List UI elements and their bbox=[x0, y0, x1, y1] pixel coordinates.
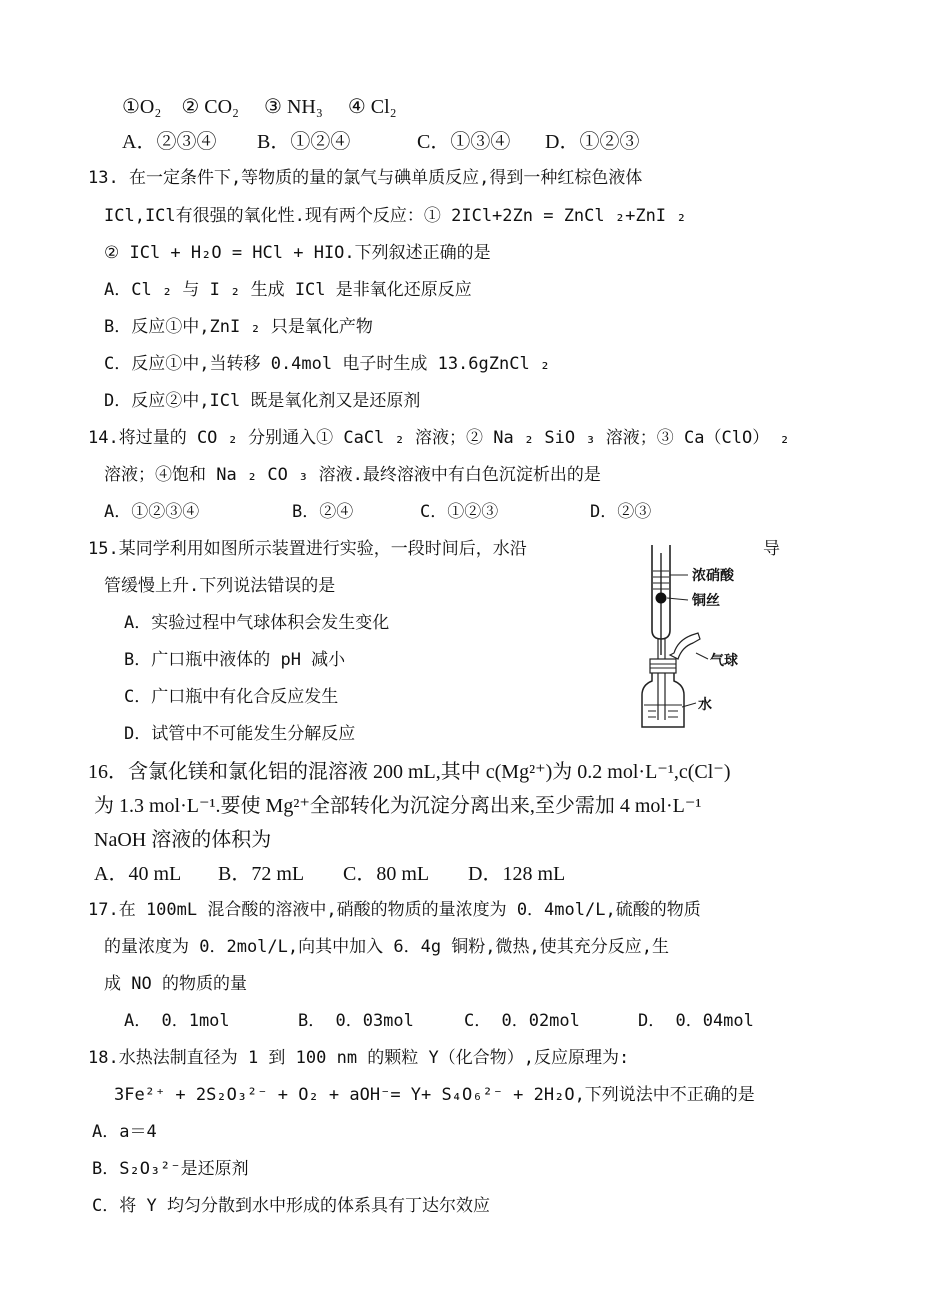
q14-options bbox=[104, 499, 651, 525]
q12-option-b: B．①②④ bbox=[257, 131, 351, 153]
q17-stem-line3: 成 NO 的物质的量 bbox=[104, 974, 247, 994]
balloon bbox=[670, 633, 700, 659]
q15-option-c: C．广口瓶中有化合反应发生 bbox=[124, 687, 339, 707]
q12-options bbox=[122, 129, 639, 155]
q14-stem-line1: 14.将过量的 CO ₂ 分别通入① CaCl ₂ 溶液；② Na ₂ SiO ₃ 溶液；③ Ca（ClO） ₂ bbox=[88, 428, 790, 448]
q17-stem-line2: 的量浓度为 0．2mol/L,向其中加入 6．4g 铜粉,微热,使其充分反应,生 bbox=[104, 937, 669, 957]
stopper bbox=[650, 659, 676, 673]
q12-option-a: A．②③④ bbox=[122, 131, 217, 153]
q15-stem-line2: 管缓慢上升.下列说法错误的是 bbox=[104, 576, 336, 596]
q16-option-a: A．40 mL bbox=[94, 863, 182, 885]
q17-options bbox=[124, 1008, 754, 1034]
water-in-bottle bbox=[644, 705, 682, 717]
q13-option-a: A．Cl ₂ 与 I ₂ 生成 ICl 是非氧化还原反应 bbox=[104, 280, 472, 300]
q13-stem-line2: ICl,ICl有很强的氧化性.现有两个反应：① 2ICl+2Zn = ZnCl ₂+ZnI ₂ bbox=[104, 206, 687, 226]
q14-option-a: A．①②③④ bbox=[104, 502, 200, 522]
q16-stem-line3: NaOH 溶液的体积为 bbox=[94, 829, 272, 851]
q13-stem-line1: 13. 在一定条件下,等物质的量的氯气与碘单质反应,得到一种红棕色液体 bbox=[88, 168, 643, 188]
label-copper-wire: 铜丝 bbox=[692, 593, 720, 609]
q17-option-b: B． 0．03mol bbox=[298, 1011, 414, 1031]
apparatus-figure bbox=[630, 535, 790, 735]
q16-stem-line2: 为 1.3 mol·L⁻¹.要使 Mg²⁺全部转化为沉淀分离出来,至少需加 4 mol·L⁻¹ bbox=[94, 795, 702, 817]
q16-options bbox=[94, 861, 565, 887]
q18-option-b: B．S₂O₃²⁻是还原剂 bbox=[92, 1159, 249, 1179]
label-water: 水 bbox=[698, 697, 712, 713]
q14-option-c: C．①②③ bbox=[420, 502, 499, 522]
q13-option-d: D．反应②中,ICl 既是氧化剂又是还原剂 bbox=[104, 391, 421, 411]
q17-option-a: A． 0．1mol bbox=[124, 1011, 230, 1031]
q16-stem-line1: 16．含氯化镁和氯化铝的混溶液 200 mL,其中 c(Mg²⁺)为 0.2 mol·L⁻¹,c(Cl⁻) bbox=[88, 761, 731, 783]
q17-stem-line1: 17.在 100mL 混合酸的溶液中,硝酸的物质的量浓度为 0．4mol/L,硫酸的物质 bbox=[88, 900, 701, 920]
q15-option-d: D．试管中不可能发生分解反应 bbox=[124, 724, 356, 744]
q18-option-a: A．a＝4 bbox=[92, 1122, 157, 1142]
wide-mouth-bottle bbox=[642, 673, 684, 727]
q15-stem-line1: 15.某同学利用如图所示装置进行实验，一段时间后，水沿 bbox=[88, 539, 527, 559]
q12-gas-list: ①O₂ ② CO₂ ③ NH₃ ④ Cl₂ bbox=[122, 96, 397, 118]
q15-option-b: B．广口瓶中液体的 pH 减小 bbox=[124, 650, 346, 670]
q14-stem-line2: 溶液；④饱和 Na ₂ CO ₃ 溶液.最终溶液中有白色沉淀析出的是 bbox=[104, 465, 601, 485]
q17-option-c: C． 0．02mol bbox=[464, 1011, 580, 1031]
q14-option-d: D．②③ bbox=[590, 502, 652, 522]
q12-option-c: C．①③④ bbox=[417, 131, 511, 153]
q15-stem-line1-end: 导 bbox=[763, 539, 780, 559]
q18-option-c: C．将 Y 均匀分散到水中形成的体系具有丁达尔效应 bbox=[92, 1196, 490, 1216]
q14-option-b: B．②④ bbox=[292, 502, 354, 522]
q16-option-b: B．72 mL bbox=[218, 863, 305, 885]
q13-option-b: B．反应①中,ZnI ₂ 只是氧化产物 bbox=[104, 317, 373, 337]
q18-stem-line1: 18.水热法制直径为 1 到 100 nm 的颗粒 Y（化合物）,反应原理为: bbox=[88, 1048, 630, 1068]
q18-equation: 3Fe²⁺ + 2S₂O₃²⁻ + O₂ + aOH⁻= Y+ S₄O₆²⁻ + 2H₂O,下列说法中不正确的是 bbox=[114, 1085, 755, 1105]
q13-stem-line3: ② ICl + H₂O = HCl + HIO.下列叙述正确的是 bbox=[104, 243, 491, 263]
q16-option-c: C．80 mL bbox=[343, 863, 430, 885]
q15-option-a: A．实验过程中气球体积会发生变化 bbox=[124, 613, 390, 633]
q17-option-d: D． 0．04mol bbox=[638, 1011, 754, 1031]
q16-option-d: D．128 mL bbox=[468, 863, 566, 885]
label-concentrated-nitric-acid: 浓硝酸 bbox=[692, 568, 734, 584]
label-balloon: 气球 bbox=[710, 653, 738, 669]
q12-option-d: D．①②③ bbox=[545, 131, 640, 153]
copper-wire-ball bbox=[656, 593, 667, 604]
q13-option-c: C．反应①中,当转移 0.4mol 电子时生成 13.6gZnCl ₂ bbox=[104, 354, 551, 374]
